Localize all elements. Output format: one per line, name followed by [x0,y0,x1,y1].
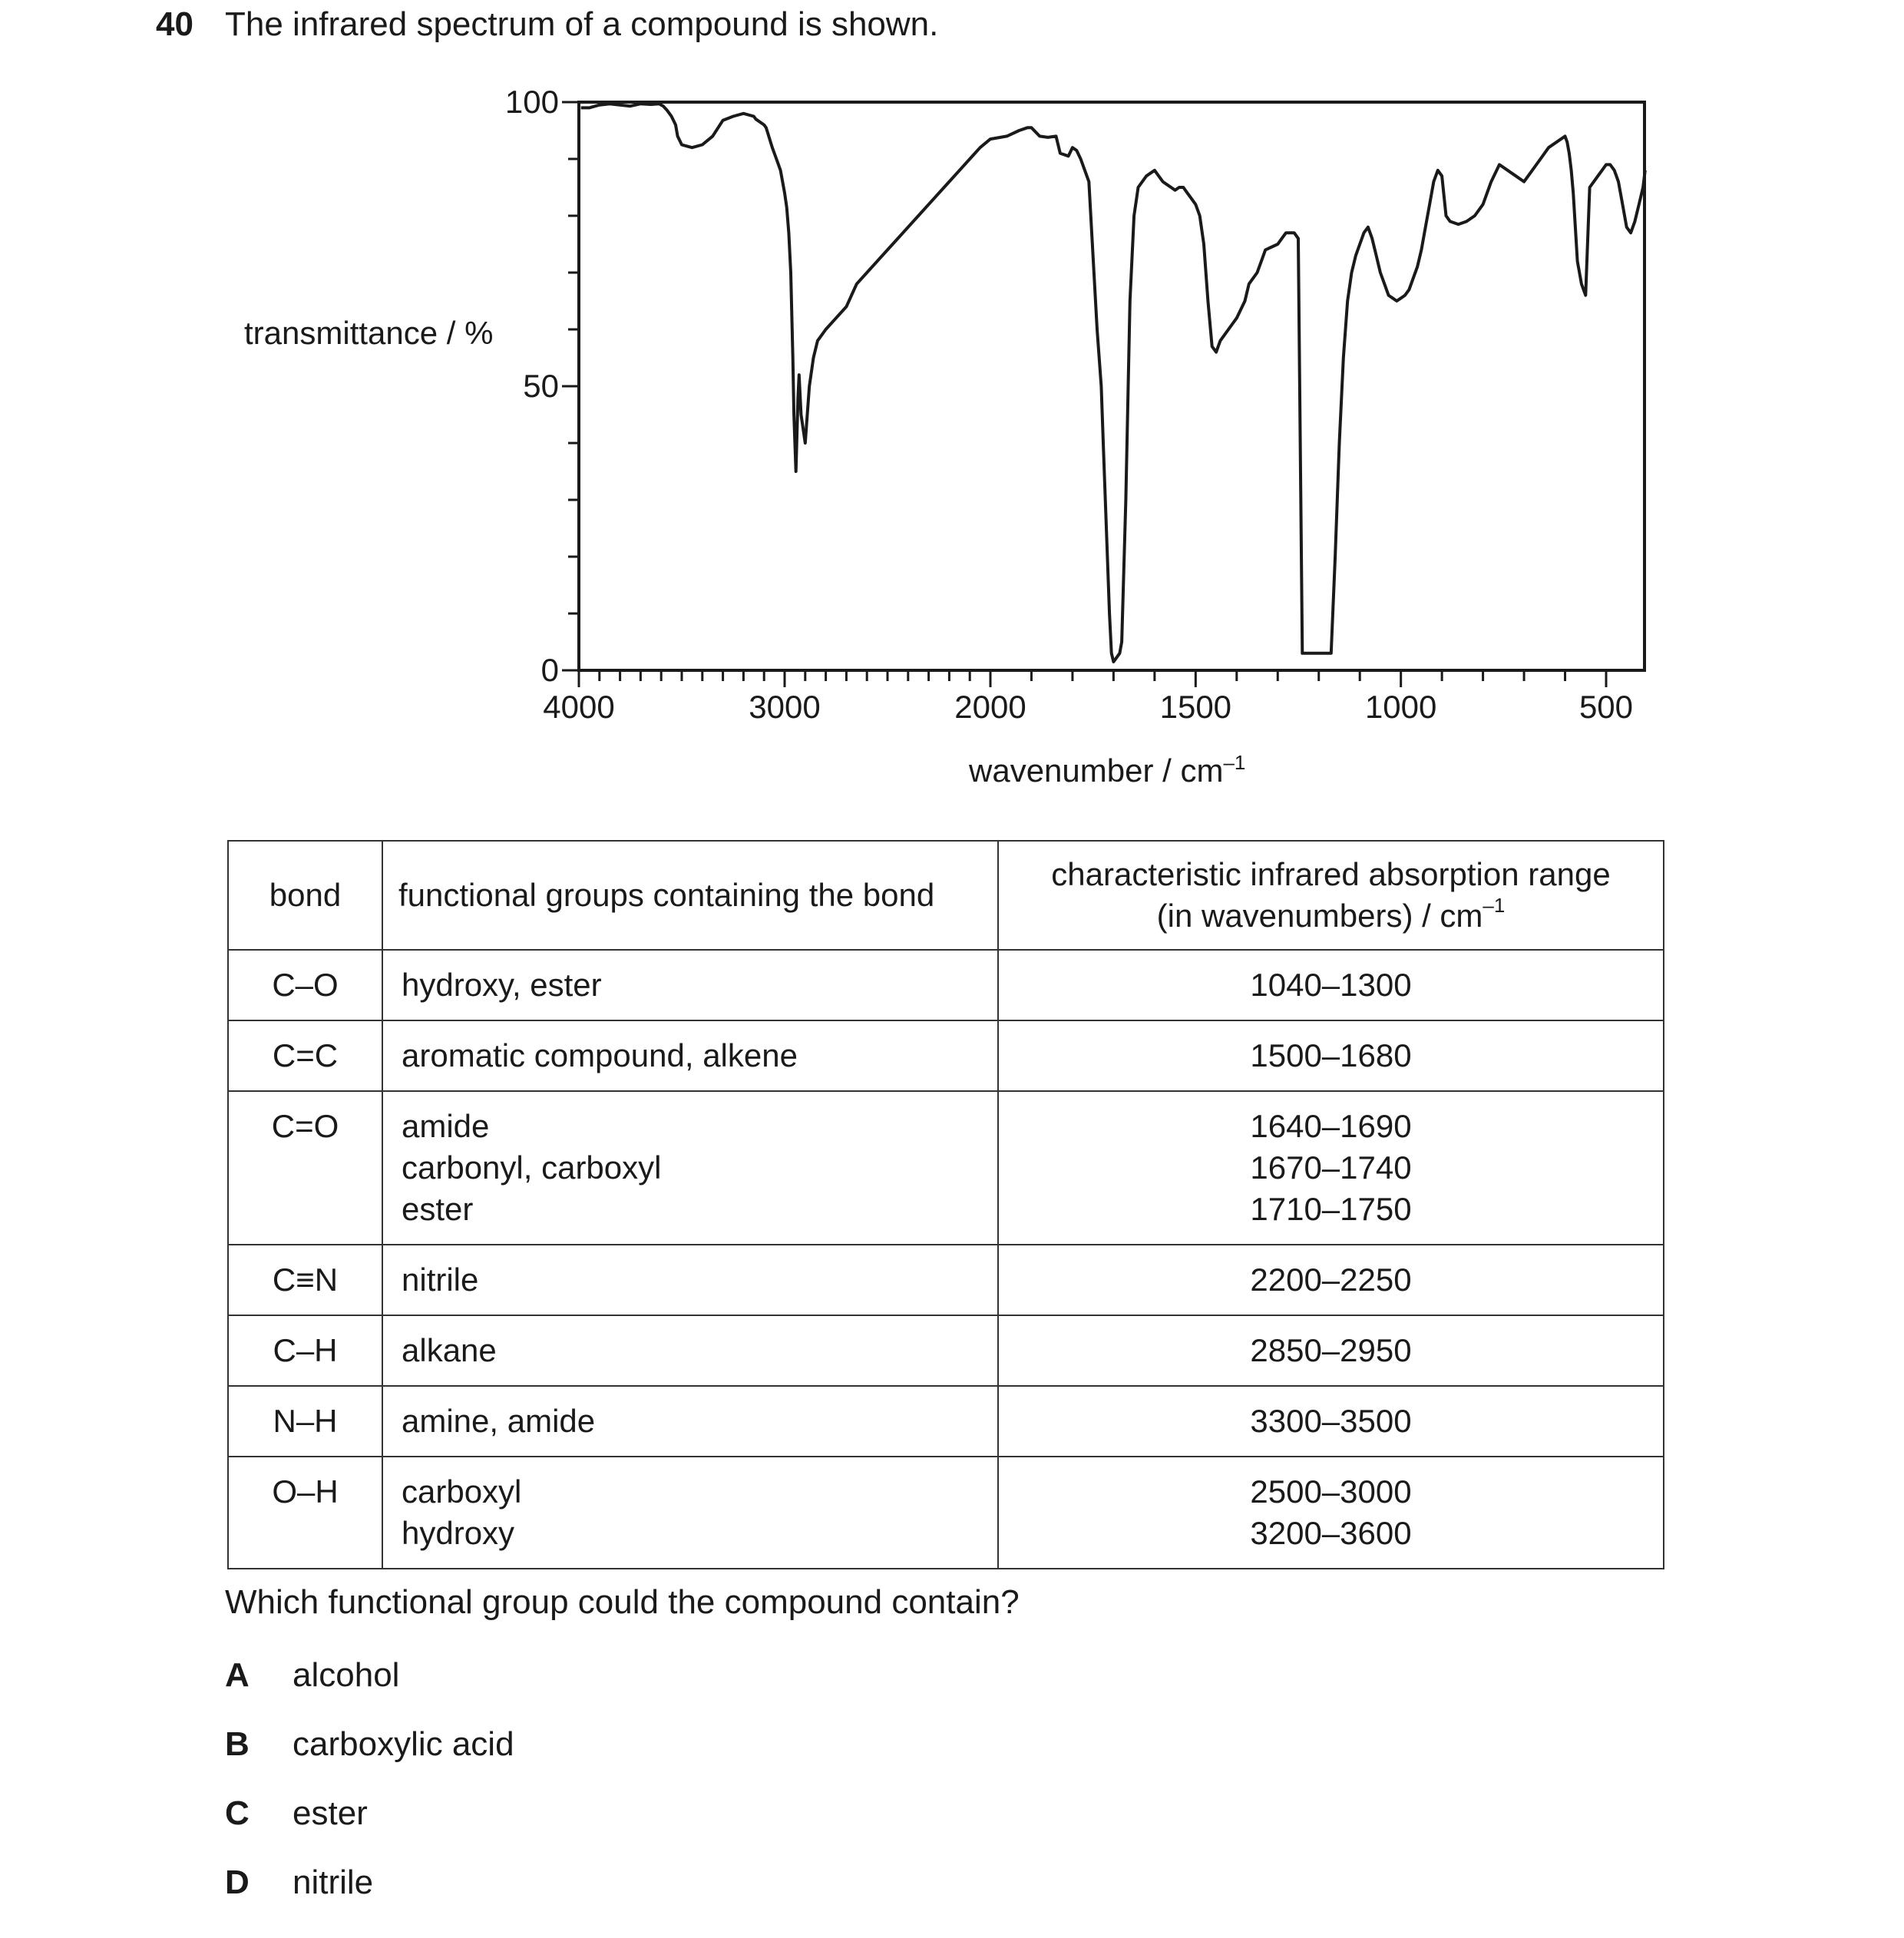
functional-group-line: nitrile [402,1262,479,1298]
cell-functional-groups [382,1457,998,1569]
cell-bond: C–O [228,950,382,1020]
ir-absorption-table [227,840,1664,1569]
functional-group-line: amine, amide [402,1403,596,1439]
y-tick-label: 100 [504,84,559,120]
cell-bond: O–H [228,1457,382,1569]
header-bond: bond [228,841,382,950]
option-text: carboxylic acid [293,1725,514,1763]
spectrum-line [581,104,1645,662]
header-functional-groups: functional groups containing the bond [382,841,998,950]
table-row [228,1457,1664,1569]
table-row [228,1315,1664,1386]
absorption-range-line: 1040–1300 [1250,967,1412,1003]
x-axis-label-main: wavenumber / cm [969,752,1224,789]
absorption-range-line: 1500–1680 [1250,1037,1412,1073]
cell-functional-groups [382,950,998,1020]
table-row [228,1091,1664,1245]
absorption-range-line: 3300–3500 [1250,1403,1412,1439]
cell-bond: N–H [228,1386,382,1457]
absorption-range-line: 1640–1690 [1250,1108,1412,1144]
y-tick-label: 0 [540,652,559,688]
header-absorption-range [998,841,1664,950]
table-row [228,1245,1664,1315]
functional-group-line: carbonyl, carboxyl [402,1149,662,1186]
option-text: ester [293,1794,368,1832]
cell-absorption-range [998,1245,1664,1315]
table-row [228,950,1664,1020]
absorption-range-line: 2500–3000 [1250,1473,1412,1510]
cell-functional-groups [382,1386,998,1457]
x-tick-label: 4000 [543,689,615,725]
answer-options [225,1652,514,1929]
cell-bond: C=O [228,1091,382,1245]
absorption-range-line: 1710–1750 [1250,1191,1412,1227]
absorption-range-line: 1670–1740 [1250,1149,1412,1186]
cell-functional-groups [382,1020,998,1091]
cell-functional-groups [382,1091,998,1245]
cell-bond: C=C [228,1020,382,1091]
y-axis-label: transmittance / % [244,315,494,351]
header-range-line2-wrap [999,895,1663,937]
option-d[interactable] [225,1860,514,1929]
x-tick-label: 500 [1578,689,1634,725]
question-number: 40 [156,5,193,43]
option-c[interactable] [225,1791,514,1860]
table-row [228,1386,1664,1457]
header-range-line1: characteristic infrared absorption range [1051,856,1611,892]
functional-group-line: alkane [402,1332,497,1368]
absorption-range-line: 2200–2250 [1250,1262,1412,1298]
question-prompt: Which functional group could the compound contain? [225,1583,1020,1621]
header-range-line2: (in wavenumbers) / cm [1156,898,1483,934]
absorption-range-line: 2850–2950 [1250,1332,1412,1368]
option-b[interactable] [225,1721,514,1791]
table-header-row [228,841,1664,950]
x-tick-label: 3000 [749,689,821,725]
functional-group-line: amide [402,1108,490,1144]
question-intro: The infrared spectrum of a compound is shown. [225,5,939,43]
x-tick-label: 1000 [1364,689,1437,725]
cell-absorption-range [998,1020,1664,1091]
option-letter: C [225,1794,250,1832]
option-a[interactable] [225,1652,514,1721]
table-row [228,1020,1664,1091]
option-letter: B [225,1725,250,1763]
functional-group-line: hydroxy, ester [402,967,602,1003]
functional-group-line: ester [402,1191,474,1227]
functional-group-line: hydroxy [402,1515,515,1551]
cell-absorption-range [998,1386,1664,1457]
x-axis-label-unit-sup: –1 [1223,751,1246,774]
x-tick-label: 1500 [1159,689,1232,725]
cell-functional-groups [382,1315,998,1386]
cell-absorption-range [998,1315,1664,1386]
x-tick-label: 2000 [954,689,1026,725]
functional-group-line: carboxyl [402,1473,522,1510]
cell-absorption-range [998,1091,1664,1245]
cell-functional-groups [382,1245,998,1315]
functional-group-line: aromatic compound, alkene [402,1037,798,1073]
cell-absorption-range [998,950,1664,1020]
option-letter: A [225,1656,250,1694]
cell-absorption-range [998,1457,1664,1569]
option-text: alcohol [293,1656,400,1694]
x-axis-label [968,751,1245,789]
y-tick-label: 50 [523,368,559,404]
absorption-range-line: 3200–3600 [1250,1515,1412,1551]
ir-spectrum-chart [0,0,1904,814]
header-range-unit-sup: –1 [1483,894,1506,917]
plot-frame [579,102,1645,670]
cell-bond: C≡N [228,1245,382,1315]
option-letter: D [225,1864,250,1901]
cell-bond: C–H [228,1315,382,1386]
option-text: nitrile [293,1864,374,1901]
